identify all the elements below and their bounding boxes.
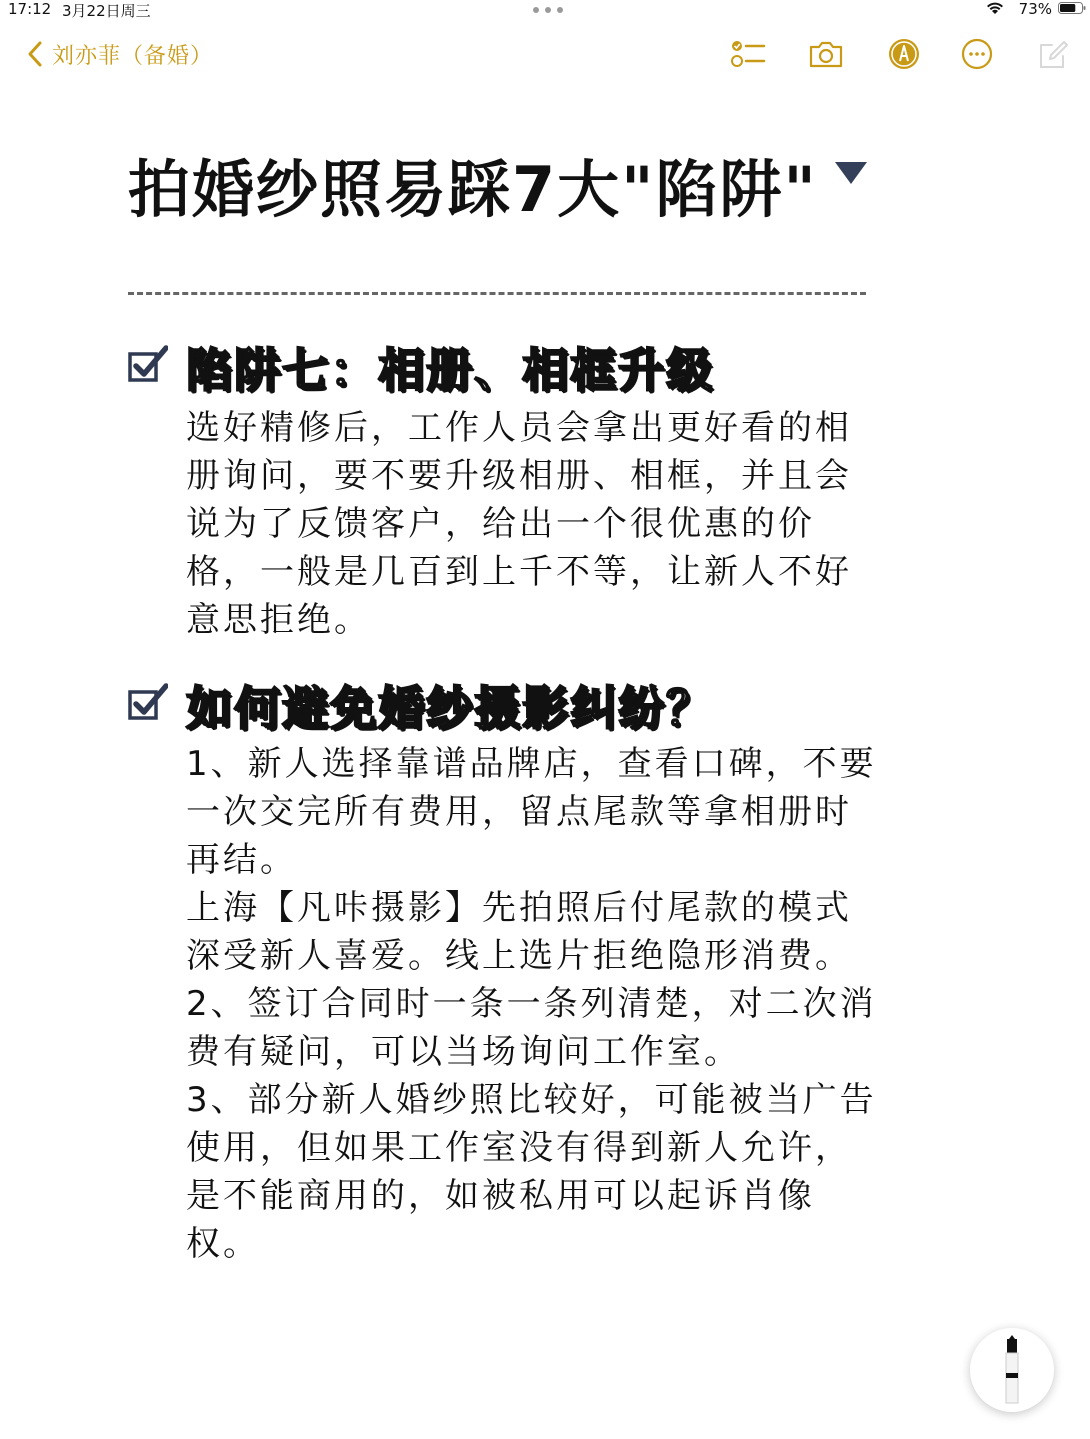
pencil-tool-button[interactable] [970, 1328, 1054, 1412]
battery-icon [1058, 2, 1086, 14]
camera-button[interactable] [806, 36, 846, 72]
collapse-triangle-icon[interactable] [834, 160, 868, 186]
compose-button[interactable] [1032, 36, 1072, 72]
checklist-icon [729, 37, 767, 71]
note-title[interactable]: 拍婚纱照易踩7大"陷阱" [128, 153, 818, 226]
back-label: 刘亦菲（备婚） [52, 43, 214, 69]
paragraph: 2、签订合同时一条一条列清楚，对二次消费有疑问，可以当场询问工作室。 [186, 984, 877, 1072]
paragraph: 上海【凡咔摄影】先拍照后付尾款的模式深受新人喜爱。线上选片拒绝隐形消费。 [186, 888, 852, 976]
section-header [128, 672, 888, 735]
status-date: 3月22日周三 [62, 2, 151, 20]
section-body [186, 740, 886, 1268]
battery-percent: 73% [1018, 0, 1052, 18]
wifi-icon [986, 1, 1004, 15]
dashed-divider [128, 292, 866, 295]
compose-icon [1033, 37, 1071, 71]
section-body [186, 404, 886, 644]
section-trap-seven [128, 334, 888, 644]
markup-button[interactable] [884, 36, 924, 72]
nav-bar [0, 30, 1090, 80]
camera-icon [807, 37, 845, 71]
more-icon [958, 37, 996, 71]
paragraph: 选好精修后，工作人员会拿出更好看的相册询问，要不要升级相册、相框，并且会说为了反馈客户，给出一个很优惠的价格，一般是几百到上千不等，让新人不好意思拒绝。 [186, 408, 852, 640]
chevron-left-icon [26, 40, 44, 68]
section-heading: 陷阱七：相册、相框升级 [186, 343, 714, 397]
status-time: 17:12 [8, 0, 52, 18]
checkbox-checked-icon[interactable] [128, 682, 168, 722]
paragraph: 3、部分新人婚纱照比较好，可能被当广告使用，但如果工作室没有得到新人允许，是不能商用的，如被私用可以起诉肖像权。 [186, 1080, 877, 1264]
checkbox-checked-icon[interactable] [128, 344, 168, 384]
section-heading: 如何避免婚纱摄影纠纷？ [186, 681, 714, 735]
pencil-icon [997, 1335, 1027, 1405]
section-avoid-disputes [128, 672, 888, 1268]
paragraph: 1、新人选择靠谱品牌店，查看口碑，不要一次交完所有费用，留点尾款等拿相册时再结。 [186, 744, 877, 880]
more-button[interactable] [957, 36, 997, 72]
markup-icon [885, 37, 923, 71]
checklist-button[interactable] [728, 36, 768, 72]
back-button[interactable] [26, 38, 213, 70]
section-header [128, 334, 888, 397]
multitask-handle[interactable] [533, 7, 563, 13]
status-bar [0, 0, 1090, 22]
